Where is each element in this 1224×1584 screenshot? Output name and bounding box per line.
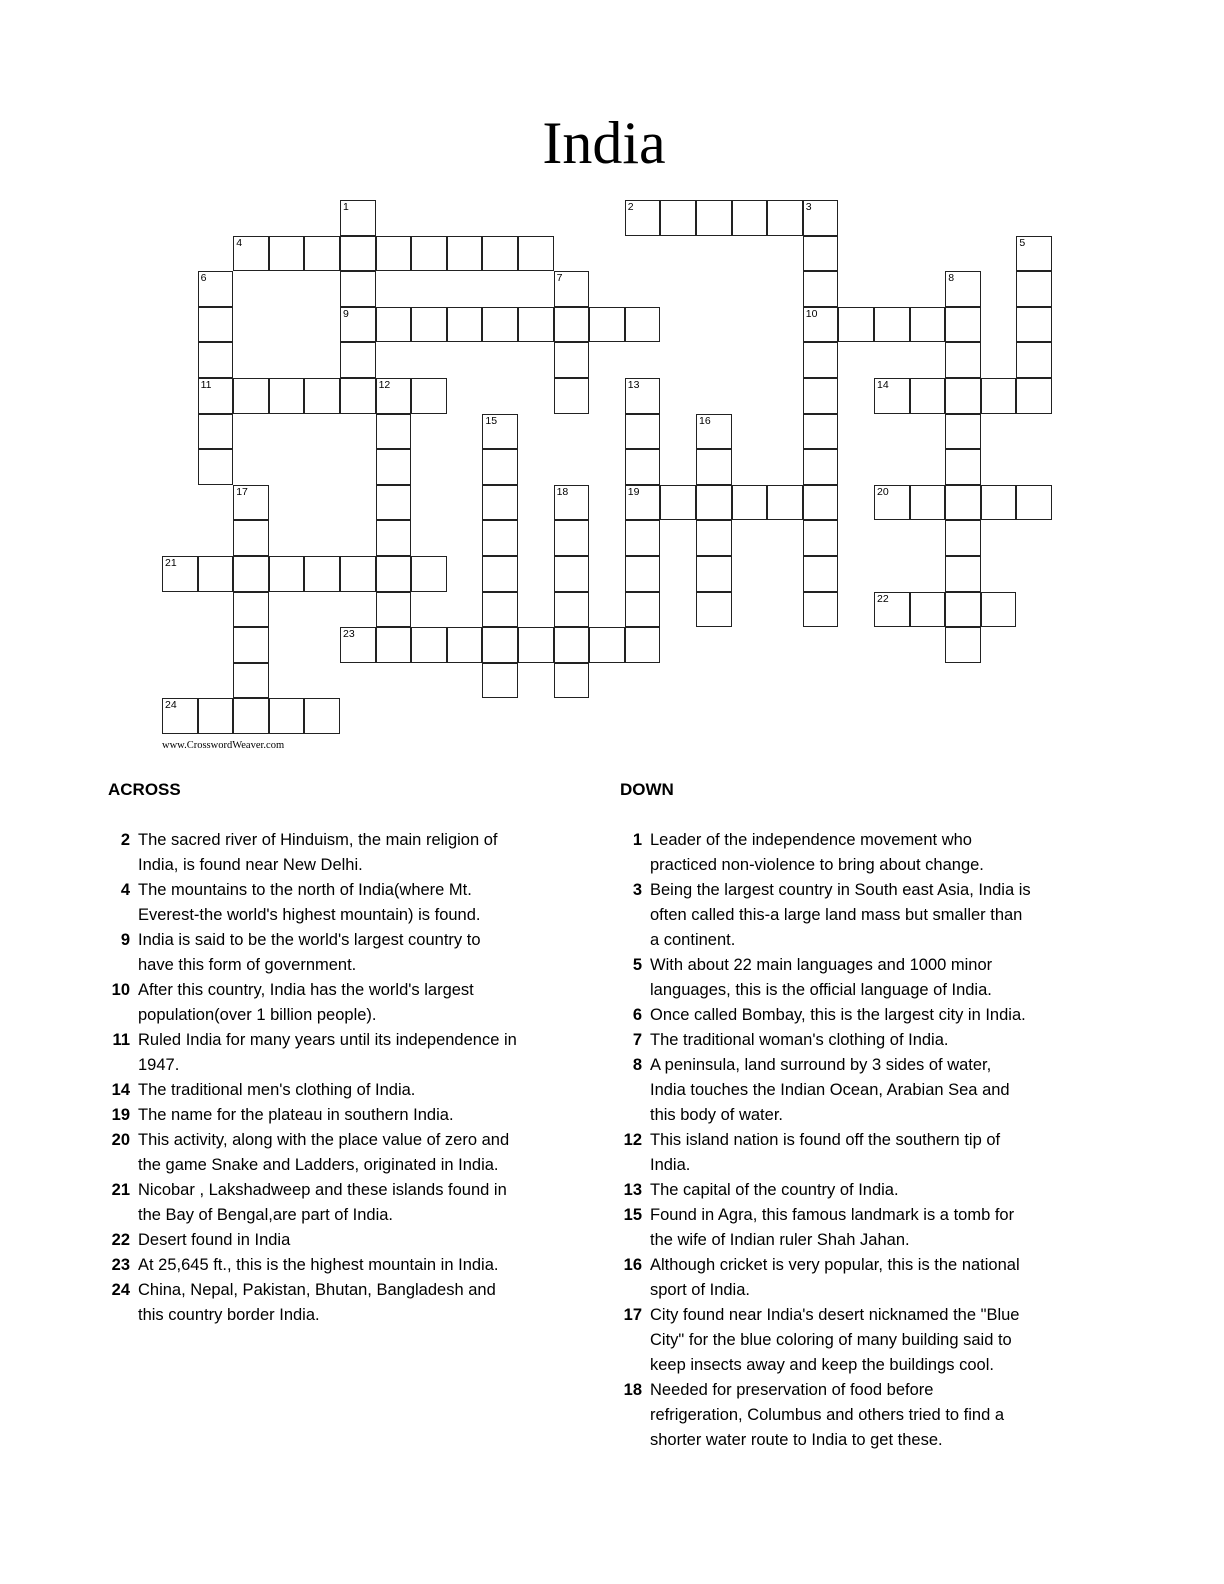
grid-cell[interactable] — [447, 236, 483, 272]
grid-cell[interactable] — [696, 485, 732, 521]
grid-cell[interactable] — [411, 236, 447, 272]
grid-cell[interactable] — [696, 414, 732, 450]
grid-cell[interactable] — [162, 556, 198, 592]
grid-cell[interactable] — [625, 449, 661, 485]
cell-number: 16 — [699, 414, 711, 427]
cell-number: 4 — [236, 236, 243, 249]
page-title: India — [542, 110, 666, 176]
clue-line: a continent. — [650, 931, 736, 949]
grid-cell[interactable] — [233, 663, 269, 699]
grid-cell[interactable] — [376, 556, 412, 592]
grid-cell[interactable] — [269, 378, 305, 414]
grid-cell[interactable] — [554, 627, 590, 663]
clue-text — [650, 1303, 1072, 1378]
clue-number: 2 — [120, 831, 130, 849]
grid-cell[interactable] — [198, 342, 234, 378]
clue-text — [650, 1053, 1072, 1128]
clue-text — [138, 978, 560, 1028]
grid-cell[interactable] — [198, 307, 234, 343]
cell-number: 8 — [948, 272, 955, 285]
grid-cell[interactable] — [304, 556, 340, 592]
credit-text: www.CrosswordWeaver.com — [162, 740, 285, 751]
grid-cell[interactable] — [981, 592, 1017, 628]
clue-line: This island nation is found off the southern tip of — [650, 1131, 1001, 1149]
clue-line: Found in Agra, this famous landmark is a tomb for — [650, 1206, 1015, 1224]
grid-cell[interactable] — [732, 200, 768, 236]
grid-cell[interactable] — [874, 307, 910, 343]
clue-number: 9 — [120, 931, 130, 949]
clue-number: 19 — [111, 1106, 130, 1124]
grid-cell[interactable] — [945, 556, 981, 592]
clue-number: 7 — [632, 1031, 642, 1049]
cell-number: 15 — [485, 414, 498, 427]
down-clue — [612, 1303, 1072, 1378]
grid-cell[interactable] — [803, 378, 839, 414]
grid-cell[interactable] — [696, 520, 732, 556]
grid-cell[interactable] — [376, 627, 412, 663]
grid-cell[interactable] — [233, 485, 269, 521]
grid-cell[interactable] — [554, 520, 590, 556]
grid-cell[interactable] — [803, 307, 839, 343]
grid-cell[interactable] — [554, 485, 590, 521]
grid-cell[interactable] — [554, 556, 590, 592]
grid-cell[interactable] — [340, 342, 376, 378]
down-clue — [612, 1203, 1072, 1253]
grid-cell[interactable] — [304, 236, 340, 272]
grid-cell[interactable] — [376, 414, 412, 450]
clue-line: refrigeration, Columbus and others tried to find a — [650, 1406, 1005, 1424]
across-clue — [100, 1028, 560, 1078]
across-clue — [100, 1278, 560, 1328]
clue-line: have this form of government. — [138, 956, 357, 974]
grid-cell[interactable] — [198, 449, 234, 485]
clue-line: The name for the plateau in southern India. — [138, 1106, 454, 1124]
grid-cell[interactable] — [340, 556, 376, 592]
clue-text — [138, 878, 560, 928]
clue-number: 16 — [623, 1256, 642, 1274]
clue-line: practiced non-violence to bring about change. — [650, 856, 984, 874]
grid-cell[interactable] — [340, 236, 376, 272]
down-clue — [612, 1128, 1072, 1178]
clue-number: 23 — [111, 1256, 130, 1274]
grid-cell[interactable] — [1016, 307, 1052, 343]
grid-cell[interactable] — [233, 698, 269, 734]
clue-text — [650, 878, 1072, 953]
across-heading: ACROSS — [108, 780, 181, 799]
clue-number: 18 — [623, 1381, 642, 1399]
grid-cell[interactable] — [376, 378, 412, 414]
cell-number: 13 — [627, 379, 640, 391]
clue-text — [650, 1028, 1072, 1053]
grid-cell[interactable] — [482, 663, 518, 699]
clue-line: This activity, along with the place value of zero and — [138, 1131, 510, 1149]
grid-cell[interactable] — [376, 592, 412, 628]
grid-cell[interactable] — [482, 236, 518, 272]
cell-number: 19 — [627, 485, 640, 498]
clue-line: the wife of Indian ruler Shah Jahan. — [650, 1231, 910, 1249]
clue-number: 22 — [111, 1231, 130, 1249]
grid-cell[interactable] — [340, 200, 376, 236]
down-clue — [612, 878, 1072, 953]
grid-cell[interactable] — [162, 698, 198, 734]
grid-cell[interactable] — [233, 520, 269, 556]
clue-number: 17 — [623, 1306, 642, 1324]
clue-line: shorter water route to India to get these. — [650, 1431, 943, 1449]
grid-cell[interactable] — [803, 342, 839, 378]
grid-cell[interactable] — [304, 378, 340, 414]
down-clue — [612, 828, 1072, 878]
grid-cell[interactable] — [198, 556, 234, 592]
clue-line: City found near India's desert nicknamed the "Blue — [650, 1306, 1020, 1324]
clue-line: Being the largest country in South east Asia, India is — [650, 881, 1031, 899]
grid-cell[interactable] — [732, 485, 768, 521]
grid-cell[interactable] — [198, 698, 234, 734]
grid-cell[interactable] — [1016, 342, 1052, 378]
grid-cell[interactable] — [945, 485, 981, 521]
grid-cell[interactable] — [625, 414, 661, 450]
grid-cell[interactable] — [269, 698, 305, 734]
clue-line: the game Snake and Ladders, originated in India. — [138, 1156, 499, 1174]
grid-cell[interactable] — [447, 307, 483, 343]
grid-cell[interactable] — [554, 271, 590, 307]
down-clue — [612, 1178, 1072, 1203]
clue-line: China, Nepal, Pakistan, Bhutan, Bangladesh and — [138, 1281, 496, 1299]
grid-cell[interactable] — [696, 556, 732, 592]
grid-cell[interactable] — [803, 592, 839, 628]
grid-cell[interactable] — [660, 200, 696, 236]
grid-cell[interactable] — [945, 414, 981, 450]
grid-cell[interactable] — [803, 414, 839, 450]
cell-number: 17 — [236, 485, 248, 498]
grid-cell[interactable] — [981, 378, 1017, 414]
clue-text — [138, 1128, 560, 1178]
grid-cell[interactable] — [874, 378, 910, 414]
across-clue — [100, 978, 560, 1028]
cell-number: 11 — [200, 379, 212, 391]
clue-line: India. — [650, 1156, 691, 1174]
clue-number: 20 — [111, 1131, 130, 1149]
across-clue-list — [100, 828, 560, 1328]
grid-cell[interactable] — [625, 307, 661, 343]
across-clue — [100, 828, 560, 878]
across-clue — [100, 1128, 560, 1178]
grid-cell[interactable] — [589, 627, 625, 663]
clue-text — [138, 1178, 560, 1228]
grid-cell[interactable] — [874, 485, 910, 521]
grid-cell[interactable] — [838, 307, 874, 343]
clue-line: Leader of the independence movement who — [650, 831, 972, 849]
clue-number: 3 — [632, 881, 642, 899]
grid-cell[interactable] — [411, 627, 447, 663]
grid-cell[interactable] — [482, 449, 518, 485]
grid-cell[interactable] — [233, 556, 269, 592]
grid-cell[interactable] — [910, 378, 946, 414]
cell-number: 6 — [200, 272, 207, 285]
clue-number: 1 — [632, 831, 642, 849]
clue-line: sport of India. — [650, 1281, 750, 1299]
clue-number: 4 — [120, 881, 130, 899]
clue-line: the Bay of Bengal,are part of India. — [138, 1206, 394, 1224]
grid-cell[interactable] — [625, 520, 661, 556]
grid-cell[interactable] — [803, 556, 839, 592]
grid-cell[interactable] — [233, 592, 269, 628]
across-clue — [100, 1253, 560, 1278]
grid-cell[interactable] — [1016, 236, 1052, 272]
grid-cell[interactable] — [625, 378, 661, 414]
clue-line: The mountains to the north of India(where Mt. — [138, 881, 472, 899]
down-clue — [612, 1053, 1072, 1128]
clue-line: keep insects away and keep the buildings cool. — [650, 1356, 994, 1374]
grid-cell[interactable] — [945, 627, 981, 663]
cell-number: 2 — [627, 201, 634, 213]
clue-number: 8 — [632, 1056, 642, 1074]
clue-text — [650, 1253, 1072, 1303]
grid-cell[interactable] — [482, 520, 518, 556]
grid-cell[interactable] — [625, 200, 661, 236]
grid-cell[interactable] — [660, 485, 696, 521]
down-clue — [612, 1003, 1072, 1028]
grid-cell[interactable] — [376, 236, 412, 272]
grid-cell[interactable] — [910, 592, 946, 628]
grid-cell[interactable] — [198, 378, 234, 414]
cell-number: 3 — [805, 201, 812, 213]
clue-text — [650, 1003, 1072, 1028]
clue-text — [138, 928, 560, 978]
cell-number: 18 — [556, 485, 569, 498]
grid-cell[interactable] — [696, 200, 732, 236]
grid-cell[interactable] — [411, 378, 447, 414]
clue-line: often called this-a large land mass but smaller than — [650, 906, 1023, 924]
clue-line: The traditional men's clothing of India. — [138, 1081, 416, 1099]
grid-cell[interactable] — [945, 592, 981, 628]
cell-number: 9 — [343, 307, 349, 320]
across-clue — [100, 1078, 560, 1103]
grid-cell[interactable] — [233, 627, 269, 663]
clue-number: 10 — [111, 981, 130, 999]
clue-line: India touches the Indian Ocean, Arabian Sea and — [650, 1081, 1010, 1099]
clue-text — [650, 953, 1072, 1003]
cell-number: 24 — [165, 699, 177, 712]
clue-text — [138, 1103, 560, 1128]
grid-cell[interactable] — [696, 449, 732, 485]
clue-line: With about 22 main languages and 1000 minor — [650, 956, 993, 974]
clue-number: 24 — [111, 1281, 130, 1299]
grid-cell[interactable] — [482, 414, 518, 450]
cell-number: 23 — [343, 628, 355, 641]
clue-line: A peninsula, land surround by 3 sides of water, — [650, 1056, 992, 1074]
clue-line: After this country, India has the world's largest — [138, 981, 474, 999]
clue-line: 1947. — [138, 1056, 180, 1074]
clue-line: India is said to be the world's largest country to — [138, 931, 481, 949]
grid-cell[interactable] — [518, 627, 554, 663]
clue-line: The traditional woman's clothing of India. — [650, 1031, 949, 1049]
grid-cell[interactable] — [803, 271, 839, 307]
across-clue — [100, 1228, 560, 1253]
across-clue — [100, 1178, 560, 1228]
clue-line: Although cricket is very popular, this is the national — [650, 1256, 1020, 1274]
clue-text — [650, 1378, 1072, 1453]
clue-number: 14 — [111, 1081, 130, 1099]
clue-line: Ruled India for many years until its independence in — [138, 1031, 517, 1049]
clue-line: population(over 1 billion people). — [138, 1006, 377, 1024]
grid-cell[interactable] — [340, 307, 376, 343]
grid-cell[interactable] — [233, 236, 269, 272]
grid-cell[interactable] — [981, 485, 1017, 521]
crossword-grid — [0, 0, 1224, 760]
cell-number: 21 — [165, 557, 177, 569]
cell-number: 20 — [877, 485, 889, 498]
down-clue — [612, 1253, 1072, 1303]
grid-cell[interactable] — [198, 271, 234, 307]
grid-cell[interactable] — [625, 592, 661, 628]
clue-text — [138, 1278, 560, 1328]
clue-text — [650, 1178, 1072, 1203]
clue-text — [650, 1203, 1072, 1253]
clue-line: City" for the blue coloring of many building said to — [650, 1331, 1012, 1349]
clue-line: Needed for preservation of food before — [650, 1381, 934, 1399]
grid-cell[interactable] — [554, 592, 590, 628]
across-clue — [100, 928, 560, 978]
grid-cell[interactable] — [945, 378, 981, 414]
clue-number: 13 — [623, 1181, 642, 1199]
clue-line: The sacred river of Hinduism, the main religion of — [138, 831, 498, 849]
grid-cell[interactable] — [767, 485, 803, 521]
grid-cell[interactable] — [376, 449, 412, 485]
grid-cell[interactable] — [269, 556, 305, 592]
grid-cell[interactable] — [447, 627, 483, 663]
grid-cell[interactable] — [803, 200, 839, 236]
grid-cell[interactable] — [945, 520, 981, 556]
clue-text — [650, 828, 1072, 878]
grid-cell[interactable] — [482, 556, 518, 592]
grid-cell[interactable] — [625, 485, 661, 521]
clue-line: languages, this is the official language of India. — [650, 981, 992, 999]
down-clue — [612, 953, 1072, 1003]
grid-cell[interactable] — [945, 307, 981, 343]
grid-cell[interactable] — [945, 271, 981, 307]
grid-cell[interactable] — [945, 342, 981, 378]
clue-line: The capital of the country of India. — [650, 1181, 899, 1199]
clue-text — [138, 828, 560, 878]
grid-cell[interactable] — [482, 485, 518, 521]
grid-cell[interactable] — [518, 236, 554, 272]
down-clue — [612, 1028, 1072, 1053]
grid-cell[interactable] — [1016, 485, 1052, 521]
clue-text — [138, 1028, 560, 1078]
grid-cell[interactable] — [482, 627, 518, 663]
grid-cell[interactable] — [803, 520, 839, 556]
cell-number: 14 — [877, 379, 889, 391]
clue-text — [650, 1128, 1072, 1178]
grid-cell[interactable] — [411, 307, 447, 343]
clue-line: this body of water. — [650, 1106, 783, 1124]
grid-cell[interactable] — [910, 307, 946, 343]
grid-cell[interactable] — [625, 556, 661, 592]
cell-number: 12 — [378, 379, 391, 391]
grid-cell[interactable] — [945, 449, 981, 485]
grid-cell[interactable] — [198, 414, 234, 450]
cell-number: 7 — [556, 272, 563, 285]
grid-cell[interactable] — [269, 236, 305, 272]
grid-cell[interactable] — [803, 485, 839, 521]
cell-number: 22 — [877, 592, 889, 605]
cell-number: 5 — [1019, 236, 1026, 249]
grid-cell[interactable] — [376, 307, 412, 343]
clue-line: India, is found near New Delhi. — [138, 856, 363, 874]
cell-number: 1 — [343, 201, 349, 213]
grid-cell[interactable] — [340, 627, 376, 663]
down-heading: DOWN — [620, 780, 674, 799]
clue-number: 11 — [112, 1031, 130, 1049]
grid-cell[interactable] — [304, 698, 340, 734]
across-clue — [100, 1103, 560, 1128]
grid-cell[interactable] — [518, 307, 554, 343]
clue-number: 15 — [623, 1206, 642, 1224]
grid-cell[interactable] — [554, 307, 590, 343]
grid-cell[interactable] — [411, 556, 447, 592]
grid-cell[interactable] — [589, 307, 625, 343]
grid-cell[interactable] — [233, 378, 269, 414]
clue-text — [138, 1078, 560, 1103]
cell-number: 10 — [805, 307, 818, 320]
grid-cell[interactable] — [340, 378, 376, 414]
down-clue — [612, 1378, 1072, 1453]
grid-cell[interactable] — [554, 378, 590, 414]
grid-cell[interactable] — [1016, 378, 1052, 414]
grid-cell[interactable] — [554, 342, 590, 378]
clue-line: Everest-the world's highest mountain) is found. — [138, 906, 481, 924]
grid-cell[interactable] — [767, 200, 803, 236]
grid-cell[interactable] — [376, 485, 412, 521]
clue-number: 21 — [111, 1181, 130, 1199]
clue-line: this country border India. — [138, 1306, 320, 1324]
grid-cell[interactable] — [803, 236, 839, 272]
grid-cell[interactable] — [874, 592, 910, 628]
grid-cell[interactable] — [482, 592, 518, 628]
clue-text — [138, 1228, 560, 1253]
grid-cell[interactable] — [803, 449, 839, 485]
clue-number: 12 — [623, 1131, 642, 1149]
clue-line: Nicobar , Lakshadweep and these islands found in — [138, 1181, 507, 1199]
clue-number: 6 — [632, 1006, 642, 1024]
grid-cell[interactable] — [376, 520, 412, 556]
clue-line: Once called Bombay, this is the largest city in India. — [650, 1006, 1026, 1024]
grid-cell[interactable] — [340, 271, 376, 307]
clue-line: Desert found in India — [138, 1231, 291, 1249]
grid-cell[interactable] — [910, 485, 946, 521]
grid-cell[interactable] — [482, 307, 518, 343]
clue-line: At 25,645 ft., this is the highest mountain in India. — [138, 1256, 499, 1274]
clue-number: 5 — [632, 956, 642, 974]
grid-cell[interactable] — [1016, 271, 1052, 307]
grid-cell[interactable] — [554, 663, 590, 699]
down-clue-list — [612, 828, 1072, 1453]
across-clue — [100, 878, 560, 928]
grid-cell[interactable] — [625, 627, 661, 663]
grid-cell[interactable] — [696, 592, 732, 628]
clue-text — [138, 1253, 560, 1278]
